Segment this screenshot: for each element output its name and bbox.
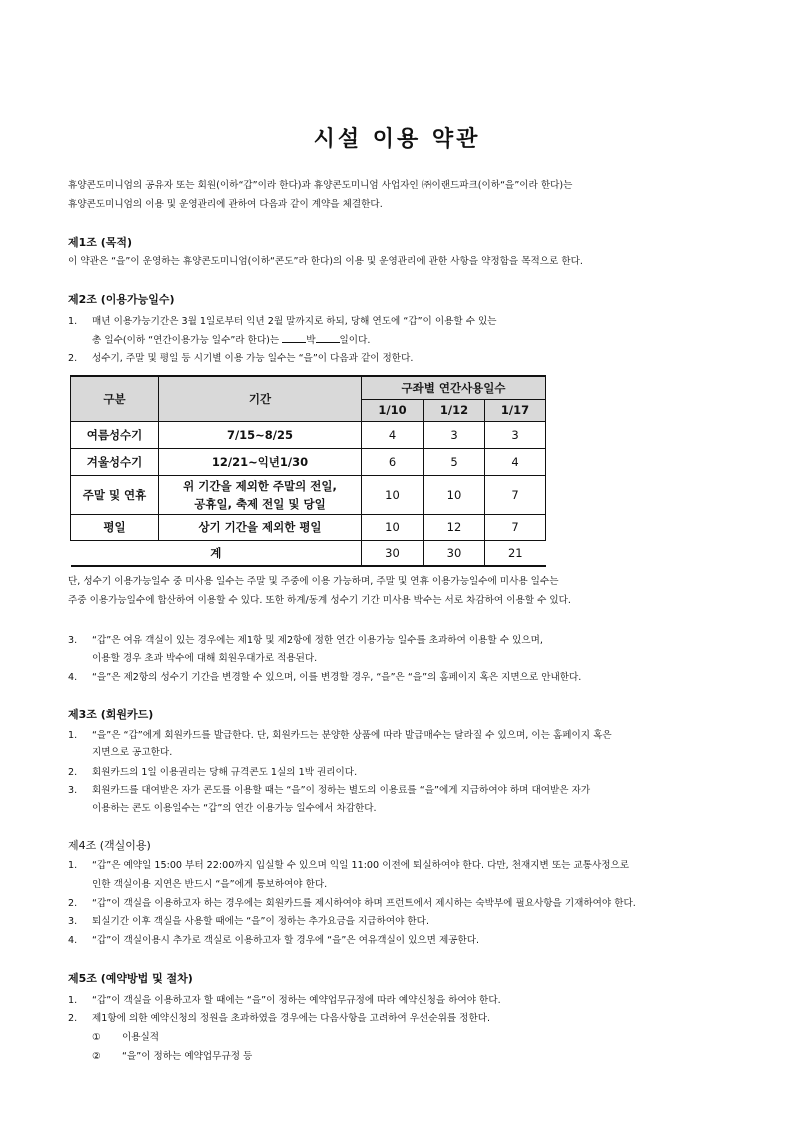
article-4-heading: 제4조 (객실이용) xyxy=(68,839,151,852)
article-4-item-4: 4. “갑”이 객실이용시 추가로 객실로 이용하고자 할 경우에 “을”은 여유객실이 있으면 제공한다. xyxy=(68,935,480,946)
article-2-heading: 제2조 (이용가능일수) xyxy=(68,293,175,306)
document-title: 시설 이용 약관 xyxy=(313,127,481,152)
article-4-item-1: 1. “갑”은 예약일 15:00 부터 22:00까지 입실할 수 있으며 익일 11:00 이전에 퇴실하여야 한다. 다만, 천재지변 또는 교통사정으로 xyxy=(68,860,630,871)
article-1-text: 이 약관은 “을”이 운영하는 휴양콘도미니엄(이하“콘도”라 한다)의 이용 및 운영관리에 관한 사항을 약정함을 목적으로 한다. xyxy=(68,256,583,267)
article-5-item-2: 2. 제1항에 의한 예약신청의 정원을 초과하였을 경우에는 다음사항을 고려하여 우선순위를 정한다. xyxy=(68,1013,491,1024)
article-3-item-1: 1. “을”은 “갑”에게 회원카드를 발급한다. 단, 회원카드는 분양한 상품에 따라 발급매수는 달라질 수 있으며, 이는 홈페이지 혹은 xyxy=(68,730,612,741)
article-3-item-2: 2. 회원카드의 1일 이용권리는 당해 규격콘도 1실의 1박 권리이다. xyxy=(68,767,358,778)
article-4-item-2: 2. “갑”이 객실을 이용하고자 하는 경우에는 회원카드를 제시하여야 하며 프런트에서 제시하는 숙박부에 필요사항을 기재하여야 한다. xyxy=(68,898,636,909)
article-3-item-3-cont: 이용하는 콘도 이용일수는 “갑”의 연간 이용가능 일수에서 차감한다. xyxy=(92,803,377,814)
table-row: 주말 및 연휴 위 기간을 제외한 주말의 전일, 공휴일, 축제 전일 및 당일 10 10 7 xyxy=(71,475,546,514)
header-category: 구분 xyxy=(71,376,159,421)
table-row: 겨울성수기 12/21~익년1/30 6 5 4 xyxy=(71,448,546,475)
article-5-item-1: 1. “갑”이 객실을 이용하고자 할 때에는 “을”이 정하는 예약업무규정에 따라 예약신청을 하여야 한다. xyxy=(68,995,501,1006)
blank-days xyxy=(316,334,340,343)
article-3-heading: 제3조 (회원카드) xyxy=(68,708,154,721)
header-col-2: 1/12 xyxy=(424,399,485,421)
article-4-item-1-cont: 인한 객실이용 지연은 반드시 “을”에게 통보하여야 한다. xyxy=(92,879,328,890)
article-3-item-3: 3. 회원카드를 대여받은 자가 콘도를 이용할 때는 “을”이 정하는 별도의 이용료를 “을”에게 지급하여야 하며 대여받은 자가 xyxy=(68,785,591,796)
table-row: 여름성수기 7/15~8/25 4 3 3 xyxy=(71,421,546,448)
article-3-item-1-cont: 지면으로 공고한다. xyxy=(92,747,173,758)
article-2-note-1: 단, 성수기 이용가능일수 중 미사용 일수는 주말 및 주중에 이용 가능하며, 주말 및 연휴 이용가능일수에 미사용 일수는 xyxy=(68,576,559,587)
header-col-1: 1/10 xyxy=(362,399,424,421)
usage-days-table xyxy=(70,375,546,567)
article-5-sub-1: ① 이용실적 xyxy=(92,1032,160,1043)
article-2-item-1-cont: 총 일수(이하 “연간이용가능 일수”라 한다)는 박 일이다. xyxy=(92,335,371,346)
header-group: 구좌별 연간사용일수 xyxy=(362,376,546,399)
article-5-sub-2: ② “을”이 정하는 예약업무규정 등 xyxy=(92,1051,253,1062)
article-2-item-3-cont: 이용할 경우 초과 박수에 대해 회원우대가로 적용된다. xyxy=(92,653,318,664)
article-2-item-3: 3. “갑”은 여유 객실이 있는 경우에는 제1항 및 제2항에 정한 연간 이용가능 일수를 초과하여 이용할 수 있으며, xyxy=(68,635,543,646)
intro-line-2: 휴양콘도미니엄의 이용 및 운영관리에 관하여 다음과 같이 계약을 체결한다. xyxy=(68,199,383,210)
header-period: 기간 xyxy=(159,376,362,421)
header-col-3: 1/17 xyxy=(485,399,546,421)
article-2-note-2: 주중 이용가능일수에 합산하여 이용할 수 있다. 또한 하계/동계 성수기 기간 미사용 박수는 서로 차감하여 이용할 수 있다. xyxy=(68,595,571,606)
intro-line-1: 휴양콘도미니엄의 공유자 또는 회원(이하“갑”이라 한다)과 휴양콘도미니엄 사업자인 ㈜이랜드파크(이하“을”이라 한다)는 xyxy=(68,180,573,191)
article-5-heading: 제5조 (예약방법 및 절차) xyxy=(68,972,193,985)
article-2-item-1: 1. 매년 이용가능기간은 3월 1일로부터 익년 2월 말까지로 하되, 당해 연도에 “갑”이 이용할 수 있는 xyxy=(68,316,497,327)
blank-nights xyxy=(282,334,306,343)
article-1-heading: 제1조 (목적) xyxy=(68,236,133,249)
article-2-item-4: 4. “을”은 제2항의 성수기 기간을 변경할 수 있으며, 이를 변경할 경우, “을”은 “을”의 홈페이지 혹은 지면으로 안내한다. xyxy=(68,672,582,683)
table-row: 평일 상기 기간을 제외한 평일 10 12 7 xyxy=(71,514,546,540)
article-4-item-3: 3. 퇴실기간 이후 객실을 사용할 때에는 “을”이 정하는 추가요금을 지급하여야 한다. xyxy=(68,916,429,927)
table-total-row: 계 30 30 21 xyxy=(71,540,546,566)
article-2-item-2: 2. 성수기, 주말 및 평일 등 시기별 이용 가능 일수는 “을”이 다음과 같이 정한다. xyxy=(68,353,414,364)
